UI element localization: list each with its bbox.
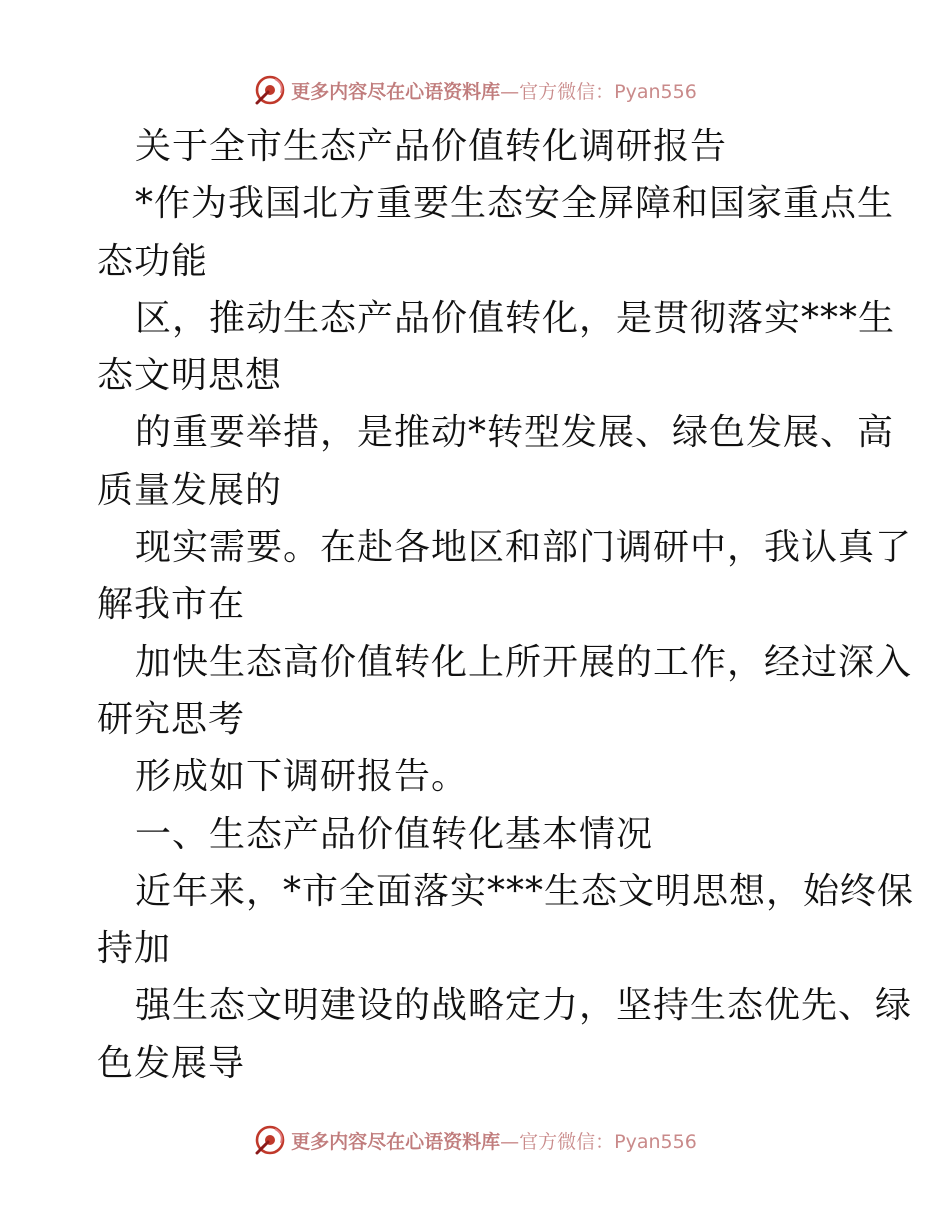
text-line: *作为我国北方重要生态安全屏障和国家重点生 [135,183,895,225]
watermark-text: 更多内容尽在心语资料库—官方微信：Pyan556 [291,1130,697,1153]
text-line: 形成如下调研报告。 [135,756,469,798]
text-line: 质量发展的 [97,469,283,511]
text-line: 一、生态产品价值转化基本情况 [135,813,654,855]
text-line: 关于全市生态产品价值转化调研报告 [135,126,728,167]
header-watermark-banner [0,68,950,112]
text-line: 近年来，*市全面落实***生态文明思想，始终保 [135,870,915,912]
text-line: 区，推动生态产品价值转化，是贯彻落实***生 [135,297,896,339]
watermark-text: 更多内容尽在心语资料库—官方微信：Pyan556 [291,80,697,103]
text-line: 态功能 [97,240,209,282]
text-line: 解我市在 [97,584,246,626]
text-line: 色发展导 [97,1042,246,1084]
brush-logo-icon [253,1123,287,1157]
brush-logo-icon [253,73,287,107]
text-line: 持加 [97,928,172,970]
document-body [97,118,915,1092]
text-line: 加快生态高价值转化上所开展的工作，经过深入 [135,641,913,683]
text-line: 强生态文明建设的战略定力，坚持生态优先、绿 [135,985,913,1027]
text-line: 现实需要。在赴各地区和部门调研中，我认真了 [135,527,913,569]
footer-watermark-banner [0,1118,950,1162]
text-line: 研究思考 [97,698,246,740]
text-line: 态文明思想 [97,355,283,397]
text-line: 的重要举措，是推动*转型发展、绿色发展、高 [135,412,895,454]
